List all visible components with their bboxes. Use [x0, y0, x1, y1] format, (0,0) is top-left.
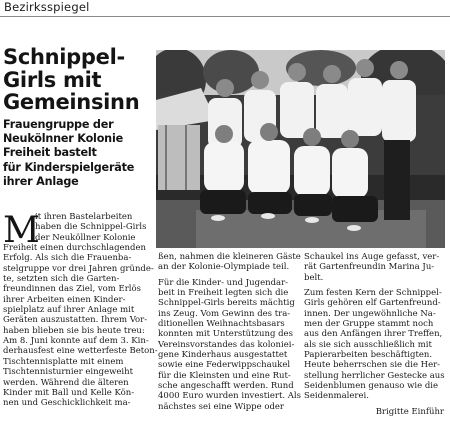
text-line: Vereinsvorstandes das koloniei-: [158, 339, 295, 350]
text-line: Kinder mit Ball und Kelle Kön-: [3, 387, 135, 398]
text-line: an der Kolonie-Olympiade teil.: [158, 262, 290, 273]
text-line: Für die Kinder- und Jugendar-: [158, 277, 289, 288]
text-line: haben die Schnippel-Girls: [35, 222, 147, 233]
drop-cap: M: [3, 210, 40, 251]
section-header-bar: [0, 0, 450, 17]
text-line: Tischtennisplatte mit einem: [3, 356, 124, 367]
text-line: stellung herrlicher Gestecke aus: [304, 370, 445, 381]
text-line: Papierarbeiten beschäftigten.: [304, 350, 433, 361]
text-line: Tischtennisturnier eingeweiht: [3, 367, 134, 378]
text-line: für die Kleinsten und eine Rut-: [158, 370, 291, 381]
text-line: Seidenblumen genauso wie die: [304, 381, 439, 392]
text-line: nen und Geschicklichkeit ma-: [3, 398, 131, 409]
text-line: Freiheit einen durchschlagenden: [3, 243, 146, 254]
text-line: Schaukel ins Auge gefasst, ver-: [304, 252, 440, 262]
text-line: sche angeschafft werden. Rund: [158, 381, 294, 392]
text-line: aus den Anfängen ihrer Treffen,: [304, 329, 443, 340]
article-column-1: [3, 212, 158, 409]
text-line: Girls gehören elf Gartenfreund-: [304, 298, 441, 309]
text-line: belt.: [304, 272, 324, 283]
subheadline-line: Freiheit bastelt: [3, 146, 97, 160]
text-line: haben blieben sie bis heute treu:: [3, 325, 145, 336]
headline-line: Gemeinsinn: [3, 90, 140, 114]
text-line: te, setzten sich die Garten-: [3, 274, 120, 285]
text-line: stelgruppe vor drei Jahren gründe-: [3, 263, 154, 274]
text-line: konnten mit Unterstützung des: [158, 329, 293, 340]
headline-line: Girls mit: [3, 67, 102, 92]
subheadline-line: für Kinderspielgeräte: [3, 160, 135, 174]
subheadline-line: ihrer Anlage: [3, 174, 79, 188]
author-byline: Brigitte Einführ: [375, 407, 444, 417]
group-photo-illustration: [156, 50, 445, 248]
text-line: werden. Während die älteren: [3, 377, 129, 388]
text-line: 4000 Euro wurden investiert. Als: [158, 391, 302, 402]
text-line: der Neuköllner Kolonie: [35, 232, 136, 243]
subheadline-line: Frauengruppe der: [3, 118, 114, 131]
text-line: spielplatz auf ihrer Anlage mit: [3, 305, 135, 316]
section-label: Bezirksspiegel: [4, 0, 90, 14]
group-photo: [156, 50, 445, 248]
text-line: it ihren Bastelarbeiten: [35, 212, 133, 222]
headline-line: Schnippel-: [3, 45, 125, 69]
text-line: Schnippel-Girls bereits mächtig: [158, 298, 295, 309]
text-line: sowie eine Federwippschaukel: [158, 360, 291, 371]
text-line: ßen, nahmen die kleineren Gäste: [158, 252, 301, 262]
text-line: beit in Freiheit legten sich die: [158, 288, 289, 299]
text-line: ditionellen Weihnachtsbasars: [158, 319, 285, 330]
article-column-3: [304, 252, 447, 402]
text-line: Geräten auszustatten. Ihrem Vor-: [3, 315, 148, 326]
text-line: ihrer Arbeiten einen Kinder-: [3, 294, 126, 305]
text-line: Heute beherrschen sie die Her-: [304, 360, 441, 371]
text-line: innen. Der ungewöhnliche Na-: [304, 308, 436, 319]
article-column-2: [158, 252, 300, 412]
text-line: derhausfest eine wetterfeste Beton-: [3, 346, 158, 357]
article-subheadline: [3, 118, 158, 189]
text-line: Erfolg. Als sich die Frauenba-: [3, 253, 132, 264]
article-headline: [3, 46, 158, 114]
text-line: Seidenmalerei.: [304, 391, 369, 402]
text-line: Am 8. Juni konnte auf dem 3. Kin-: [3, 336, 149, 347]
text-line: freundinnen das Ziel, vom Erlös: [3, 284, 142, 295]
text-line: Zum festen Kern der Schnippel-: [304, 288, 442, 299]
text-line: ins Zeug. Vom Gewinn des tra-: [158, 308, 291, 319]
text-line: als sie sich ausschließlich mit: [304, 339, 432, 350]
text-line: men der Gruppe stammt noch: [304, 319, 434, 330]
text-line: nächstes sei eine Wippe oder: [158, 401, 284, 412]
subheadline-line: Neukölnner Kolonie: [3, 132, 123, 146]
text-line: gene Kinderhaus ausgestattet: [158, 350, 288, 361]
text-line: rät Gartenfreundin Marina Ju-: [304, 262, 435, 273]
